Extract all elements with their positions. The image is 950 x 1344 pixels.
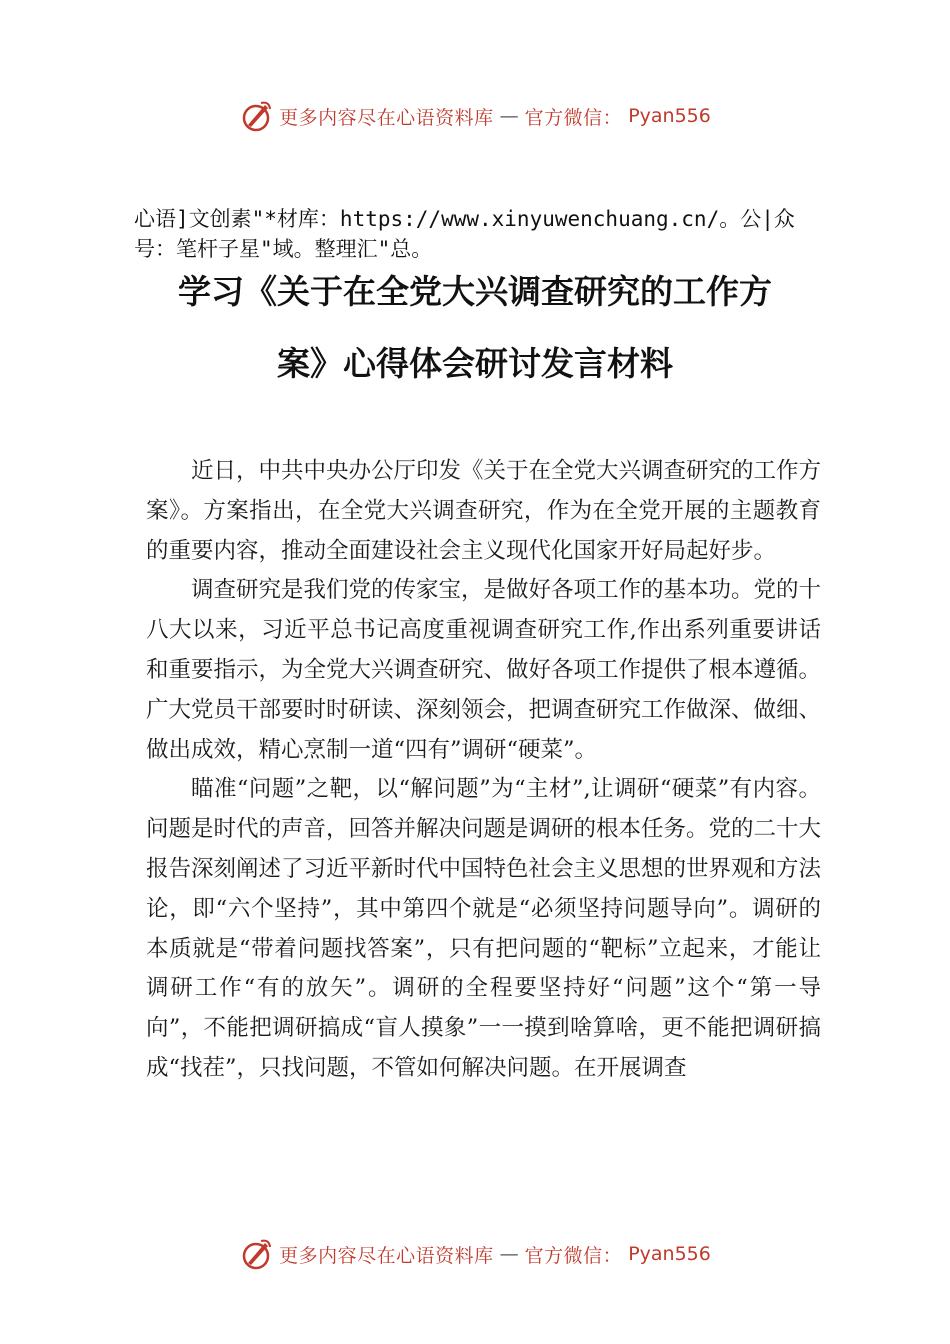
document-body [146, 452, 821, 1089]
watermark-wechat-id: Pyan556 [628, 105, 711, 127]
document-title [100, 256, 850, 400]
watermark-wechat-label: 官方微信： [524, 106, 623, 129]
pen-circle-logo-icon [239, 1237, 273, 1271]
title-line-1: 学习《关于在全党大兴调查研究的工作方 [178, 272, 772, 311]
watermark-separator: — [499, 105, 519, 127]
paragraph-1: 近日，中共中央办公厅印发《关于在全党大兴调查研究的工作方案》。方案指出，在全党大兴调查研究，作为在全党开展的主题教育的重要内容，推动全面建设社会主义现代化国家开好局起好步。 [146, 458, 822, 564]
watermark-text: 更多内容尽在心语资料库 [279, 106, 494, 129]
watermark-wechat-id: Pyan556 [628, 1243, 711, 1265]
source-line: 心语]文创素"*材库：https://www.xinyuwenchuang.cn/。公|众号：笔杆子星"域。整理汇"总。 [134, 207, 795, 261]
paragraph-2: 调查研究是我们党的传家宝，是做好各项工作的基本功。党的十八大以来，习近平总书记高度重视调查研究工作,作出系列重要讲话和重要指示，为全党大兴调查研究、做好各项工作提供了根本遵循。广大党员干部要时时研读、深刻领会，把调查研究工作做深、做细、做出成效，精心烹制一道“四有”调研“硬菜”。 [146, 577, 822, 763]
title-line-2: 案》心得体会研讨发言材料 [277, 344, 673, 383]
pen-circle-logo-icon [239, 99, 273, 133]
watermark-footer [0, 1234, 950, 1274]
watermark-wechat-label: 官方微信： [524, 1244, 623, 1267]
watermark-separator: — [499, 1243, 519, 1265]
paragraph-3: 瞄准“问题”之靶，以“解问题”为“主材”,让调研“硬菜”有内容。问题是时代的声音，回答并解决问题是调研的根本任务。党的二十大报告深刻阐述了习近平新时代中国特色社会主义思想的世界观和方法论，即“六个坚持”，其中第四个就是“必须坚持问题导向”。调研的本质就是“带着问题找答案”，只有把问题的“靶标”立起来，才能让调研工作“有的放矢”。调研的全程要坚持好“问题”这个“第一导向”，不能把调研搞成“盲人摸象”一一摸到啥算啥，更不能把调研搞成“找茬”，只找问题，不管如何解决问题。在开展调查 [146, 776, 822, 1081]
watermark-text: 更多内容尽在心语资料库 [279, 1244, 494, 1267]
watermark-header [0, 96, 950, 136]
